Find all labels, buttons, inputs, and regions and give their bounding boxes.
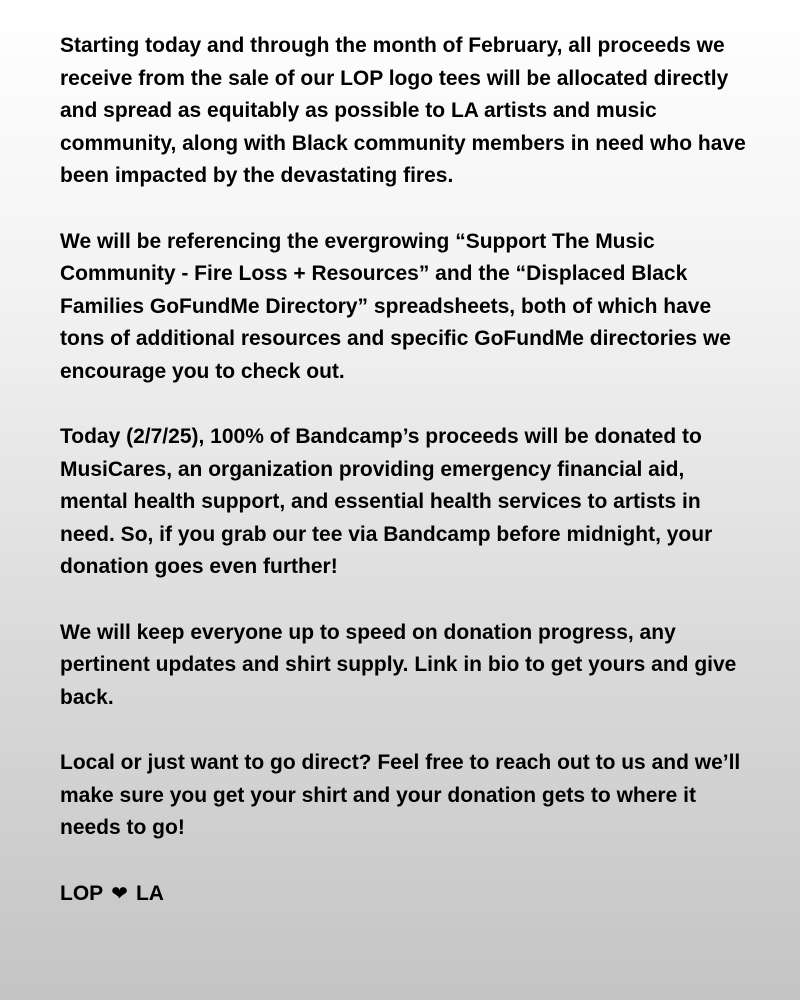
paragraph-bandcamp-musicares: Today (2/7/25), 100% of Bandcamp’s proceeds will be donated to MusiCares, an organization providing emergency financial aid, mental health support, and essential health services to artists in need. So, if you grab our tee via Bandcamp before midnight, your donation goes even further! (60, 425, 713, 578)
paragraph-updates: We will keep everyone up to speed on donation progress, any pertinent updates and shirt supply. Link in bio to get yours and give back. (60, 620, 737, 709)
signoff-lop: LOP (60, 881, 104, 905)
paragraph-resources: We will be referencing the evergrowing “Support The Music Community - Fire Loss + Resources” and the “Displaced Black Families GoFundMe Directory” spreadsheets, both of which have tons of additional resources and specific GoFundMe directories we encourage you to check out. (60, 229, 731, 383)
paragraph-fundraiser-intro: Starting today and through the month of February, all proceeds we receive from the sale of our LOP logo tees will be allocated directly and spread as equitably as possible to LA artists and music community, along with Black community members in need who have been impacted by the devastating fires. (60, 34, 746, 187)
signoff (60, 878, 760, 911)
signoff-la: LA (135, 881, 164, 905)
heart-icon: ❤ (111, 882, 128, 905)
paragraph-local-direct: Local or just want to go direct? Feel free to reach out to us and we’ll make sure you get your shirt and your donation gets to where it needs to go! (60, 751, 741, 839)
